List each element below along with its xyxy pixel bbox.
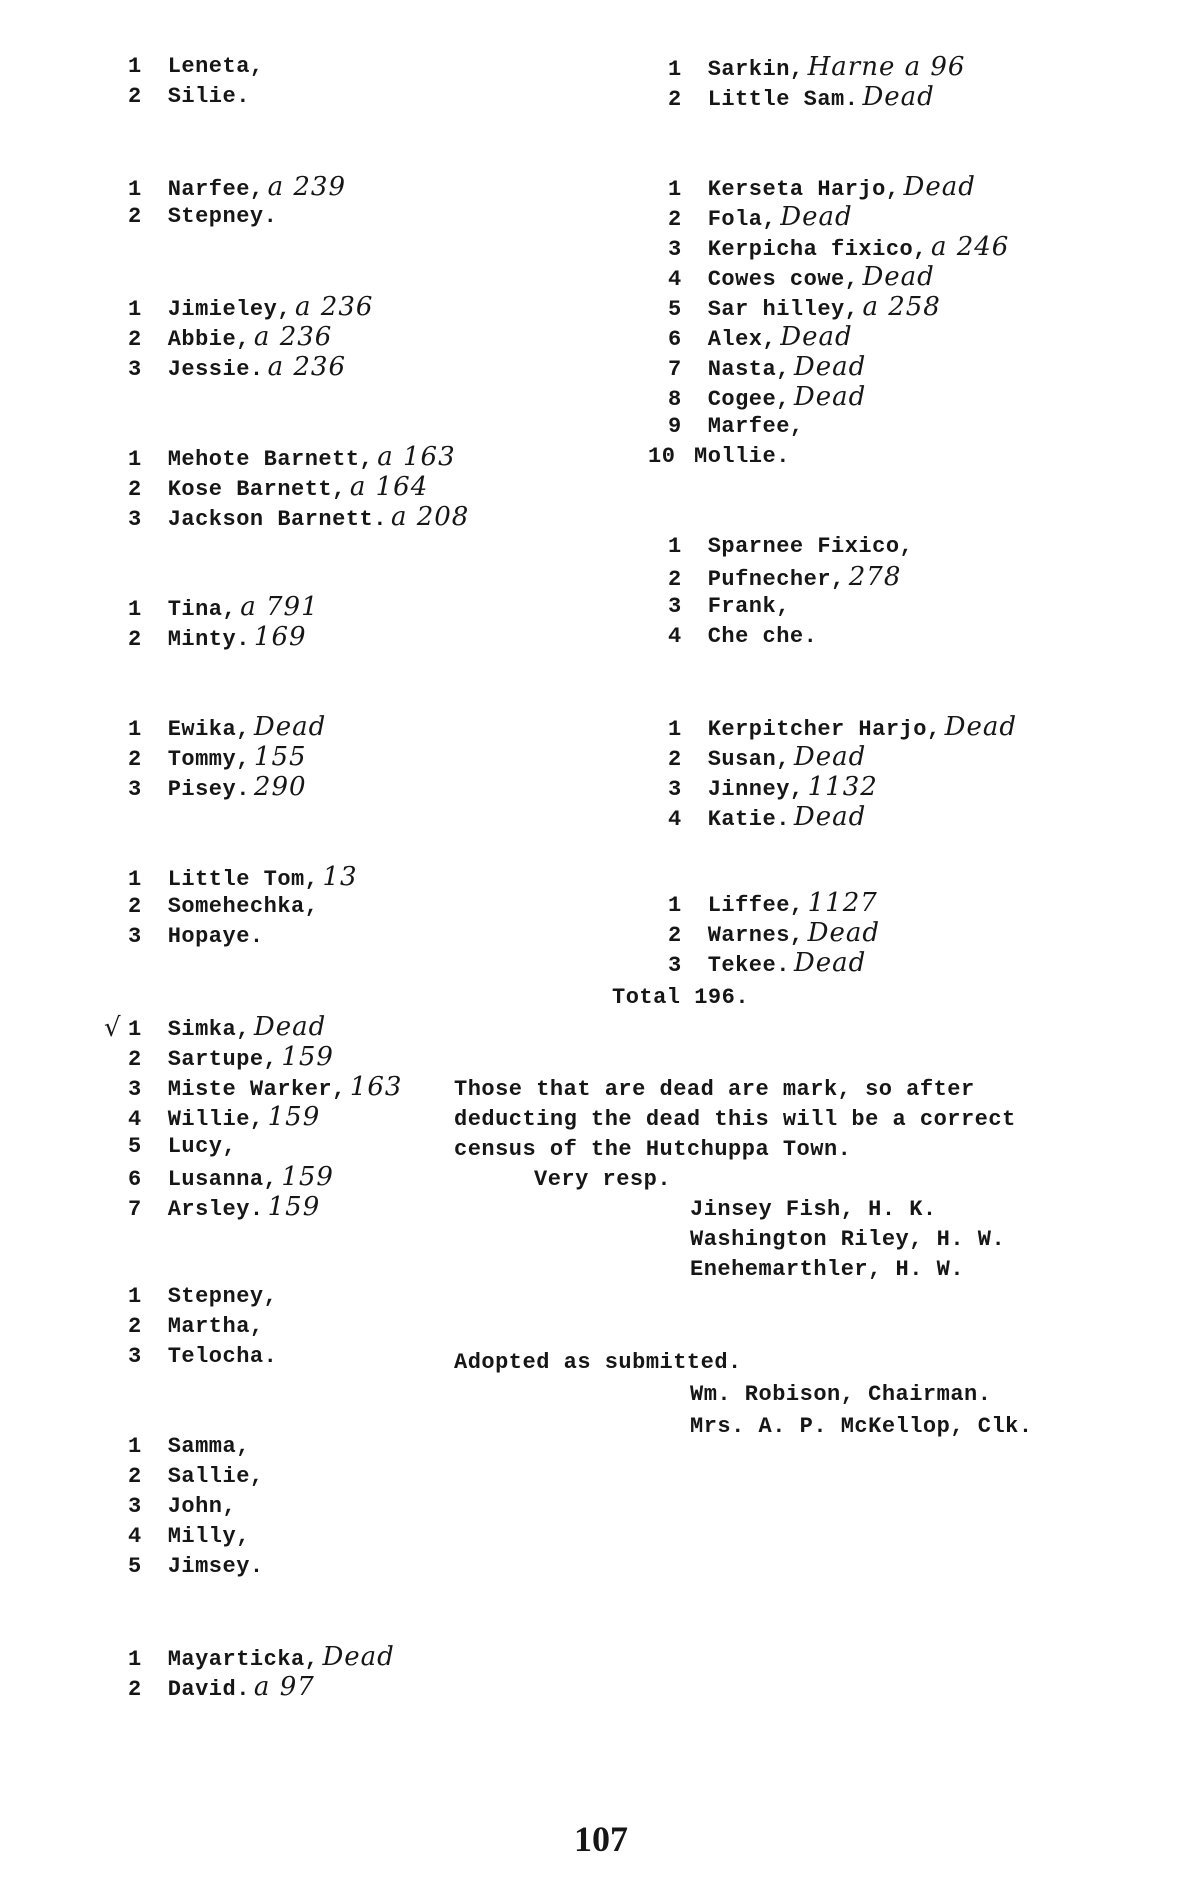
entry-number: 3 [668, 237, 682, 262]
census-entry [128, 712, 488, 742]
handwritten-note: a 258 [862, 292, 941, 322]
entry-number: 3 [128, 357, 142, 382]
census-entry [128, 1012, 488, 1042]
entry-number: 9 [668, 414, 682, 439]
census-entry [128, 1042, 488, 1072]
entry-name: Fola, [707, 207, 777, 232]
page-number: 107 [574, 1819, 628, 1859]
entry-number: 2 [668, 87, 682, 112]
entry-number: 1 [668, 177, 682, 202]
entry-number: 4 [668, 267, 682, 292]
entry-number: 1 [128, 867, 142, 892]
entry-name: Stepney. [167, 204, 278, 229]
entry-name: Sallie, [167, 1464, 264, 1489]
entry-number: 3 [128, 1077, 142, 1102]
census-entry [128, 1432, 488, 1462]
signer-name: Jinsey Fish, H. K. [690, 1197, 937, 1222]
entry-name: Cogee, [707, 387, 790, 412]
family-group [668, 888, 1138, 978]
family-group [128, 712, 488, 802]
entry-name: Narfee, [167, 177, 264, 202]
census-entry [128, 1132, 488, 1162]
entry-name: Liffee, [707, 893, 804, 918]
census-entry [128, 352, 488, 382]
family-group [128, 292, 488, 382]
handwritten-note: Dead [253, 712, 327, 742]
entry-name: Jimsey. [167, 1554, 264, 1579]
census-entry [668, 888, 1138, 918]
entry-name: Martha, [167, 1314, 264, 1339]
census-entry [648, 442, 1138, 472]
certification-statement [454, 1075, 1154, 1285]
census-entry [128, 1312, 488, 1342]
census-entry [668, 592, 1138, 622]
entry-number: 1 [128, 1647, 142, 1672]
entry-name: Tekee. [707, 953, 790, 978]
handwritten-note: a 164 [349, 472, 429, 502]
entry-number: 3 [128, 777, 142, 802]
family-group [668, 532, 1138, 652]
handwritten-note: Dead [793, 802, 867, 832]
census-entry [128, 172, 488, 202]
handwritten-note: Dead [793, 742, 867, 772]
entry-name: Katie. [707, 807, 790, 832]
closing-salutation: Very resp. [534, 1167, 672, 1192]
entry-name: Jinney, [707, 777, 804, 802]
census-entry [128, 1162, 488, 1192]
handwritten-note: a 791 [240, 592, 319, 622]
signer-name: Enehemarthler, H. W. [690, 1257, 965, 1282]
handwritten-note: Dead [780, 322, 853, 352]
entry-name: Minty. [167, 627, 250, 652]
entry-number: 8 [668, 387, 682, 412]
entry-number: 5 [128, 1134, 142, 1159]
handwritten-note: Dead [944, 712, 1018, 742]
family-group [128, 52, 488, 112]
entry-number: 1 [668, 717, 682, 742]
entry-number: 2 [668, 747, 682, 772]
entry-number: 2 [128, 1677, 142, 1702]
entry-name: Silie. [167, 84, 250, 109]
handwritten-note: 1132 [807, 772, 878, 802]
entry-name: Ewika, [167, 717, 250, 742]
adoption-statement [454, 1347, 1154, 1443]
entry-number: 3 [128, 1344, 142, 1369]
family-group [128, 172, 488, 232]
census-entry [668, 532, 1138, 562]
handwritten-note: Dead [793, 382, 867, 412]
entry-name: Sartupe, [167, 1047, 278, 1072]
family-group [128, 442, 488, 532]
entry-number: 6 [668, 327, 682, 352]
entry-number: 5 [668, 297, 682, 322]
entry-name: Jessie. [167, 357, 264, 382]
signer-name: Washington Riley, H. W. [690, 1227, 1006, 1252]
entry-number: 1 [128, 597, 142, 622]
entry-name: Jimieley, [167, 297, 292, 322]
entry-name: Hopaye. [167, 924, 264, 949]
handwritten-note: 159 [267, 1192, 321, 1222]
census-entry [668, 742, 1138, 772]
entry-name: Kose Barnett, [167, 477, 346, 502]
handwritten-note: 159 [267, 1102, 321, 1132]
entry-name: Abbie, [167, 327, 250, 352]
entry-number: 3 [128, 924, 142, 949]
census-entry [128, 1462, 488, 1492]
census-entry [668, 382, 1138, 412]
entry-name: Sarkin, [707, 57, 804, 82]
census-entry [668, 82, 1138, 112]
entry-name: David. [167, 1677, 250, 1702]
entry-number: 1 [128, 717, 142, 742]
entry-number: 7 [668, 357, 682, 382]
entry-number: 3 [668, 594, 682, 619]
family-group [128, 592, 488, 652]
handwritten-note: a 97 [253, 1672, 315, 1702]
entry-name: Tommy, [167, 747, 250, 772]
census-entry [668, 918, 1138, 948]
entry-name: Arsley. [167, 1197, 264, 1222]
entry-name: Mehote Barnett, [167, 447, 374, 472]
entry-name: Sar hilley, [707, 297, 859, 322]
census-entry [128, 292, 488, 322]
handwritten-note: Dead [862, 262, 935, 292]
census-entry [128, 922, 488, 952]
entry-number: 2 [128, 1314, 142, 1339]
handwritten-note: 159 [281, 1042, 334, 1072]
entry-name: Telocha. [167, 1344, 278, 1369]
entry-number: 2 [668, 207, 682, 232]
entry-number: 3 [128, 507, 142, 532]
census-entry [128, 502, 488, 532]
entry-number: 3 [668, 777, 682, 802]
handwritten-note: Dead [322, 1642, 395, 1672]
entry-number: 2 [668, 567, 682, 592]
entry-number: 5 [128, 1554, 142, 1579]
entry-name: Kerpicha fixico, [707, 237, 927, 262]
census-entry [668, 232, 1138, 262]
entry-number: 2 [128, 747, 142, 772]
census-entry [128, 52, 488, 82]
entry-number: 3 [128, 1494, 142, 1519]
census-entry [128, 772, 488, 802]
census-entry [128, 1342, 488, 1372]
census-entry [128, 82, 488, 112]
entry-number: 1 [668, 57, 682, 82]
census-entry [128, 1522, 488, 1552]
handwritten-note: Dead [253, 1012, 327, 1042]
census-entry [128, 862, 488, 892]
handwritten-note: 159 [281, 1162, 334, 1192]
entry-number: 1 [128, 297, 142, 322]
handwritten-note: Dead [903, 172, 976, 202]
entry-name: Samma, [167, 1434, 250, 1459]
entry-name: Kerpitcher Harjo, [707, 717, 941, 742]
entry-number: 10 [648, 444, 676, 469]
adoption-text: Adopted as submitted. [454, 1350, 742, 1375]
entry-name: Pufnecher, [707, 567, 845, 592]
entry-number: 7 [128, 1197, 142, 1222]
statement-line: census of the Hutchuppa Town. [454, 1137, 852, 1162]
census-total: Total 196. [612, 985, 750, 1010]
census-entry [128, 322, 488, 352]
entry-number: 2 [668, 923, 682, 948]
handwritten-note: Dead [793, 352, 867, 382]
entry-name: Leneta, [167, 54, 264, 79]
statement-line: Those that are dead are mark, so after [454, 1077, 975, 1102]
census-entry [668, 622, 1138, 652]
entry-number: 4 [128, 1107, 142, 1132]
handwritten-note: a 246 [930, 232, 1010, 262]
family-group [128, 1642, 488, 1702]
entry-number: 4 [668, 807, 682, 832]
entry-name: Somehechka, [167, 894, 319, 919]
family-group [128, 1012, 488, 1222]
entry-name: Alex, [707, 327, 777, 352]
entry-name: Sparnee Fixico, [707, 534, 914, 559]
entry-name: Susan, [707, 747, 790, 772]
entry-number: 2 [128, 1047, 142, 1072]
census-entry [668, 948, 1138, 978]
entry-name: Willie, [167, 1107, 264, 1132]
entry-number: 6 [128, 1167, 142, 1192]
census-entry [128, 1072, 488, 1102]
handwritten-note: a 208 [390, 502, 470, 532]
census-entry [128, 622, 488, 652]
census-entry [128, 1672, 488, 1702]
entry-number: 2 [128, 627, 142, 652]
family-group [128, 1282, 488, 1372]
census-entry [668, 262, 1138, 292]
entry-name: Lucy, [167, 1134, 237, 1159]
handwritten-note: a 236 [253, 322, 333, 352]
handwritten-note: Dead [780, 202, 853, 232]
handwritten-note: a 236 [295, 292, 374, 322]
census-entry [668, 562, 1138, 592]
census-entry [128, 592, 488, 622]
handwritten-note: 163 [349, 1072, 403, 1102]
handwritten-note: 278 [848, 562, 902, 592]
handwritten-note: Dead [807, 918, 881, 948]
census-entry [668, 352, 1138, 382]
census-entry [668, 802, 1138, 832]
entry-name: Warnes, [707, 923, 804, 948]
census-entry [128, 202, 488, 232]
entry-name: Mayarticka, [167, 1647, 319, 1672]
census-entry [128, 1102, 488, 1132]
handwritten-note: 169 [253, 622, 307, 652]
entry-name: Little Tom, [167, 867, 319, 892]
census-entry [128, 892, 488, 922]
entry-name: Milly, [167, 1524, 250, 1549]
entry-number: 1 [668, 534, 682, 559]
entry-name: John, [167, 1494, 237, 1519]
right-column [648, 52, 1138, 978]
entry-name: Miste Warker, [167, 1077, 346, 1102]
entry-name: Cowes cowe, [707, 267, 859, 292]
census-entry [668, 772, 1138, 802]
entry-name: Frank, [707, 594, 790, 619]
family-group [128, 862, 488, 952]
entry-number: 1 [128, 1017, 142, 1042]
census-entry [128, 742, 488, 772]
entry-number: 2 [128, 327, 142, 352]
signer-name: Wm. Robison, Chairman. [690, 1382, 992, 1407]
census-entry [668, 322, 1138, 352]
census-entry [128, 472, 488, 502]
entry-name: Simka, [167, 1017, 250, 1042]
statement-line: deducting the dead this will be a correct [454, 1107, 1016, 1132]
handwritten-note: 1127 [807, 888, 878, 918]
entry-name: Mollie. [694, 444, 790, 469]
signer-name: Mrs. A. P. McKellop, Clk. [690, 1414, 1033, 1439]
handwritten-note: a 236 [267, 352, 347, 382]
entry-name: Marfee, [707, 414, 804, 439]
census-entry [128, 1282, 488, 1312]
census-entry [128, 1492, 488, 1522]
census-entry [668, 202, 1138, 232]
handwritten-note: Dead [862, 82, 935, 112]
handwritten-note: 155 [253, 742, 307, 772]
entry-name: Pisey. [167, 777, 250, 802]
entry-number: 3 [668, 953, 682, 978]
entry-name: Little Sam. [707, 87, 859, 112]
entry-number: 1 [128, 447, 142, 472]
entry-number: 1 [128, 54, 142, 79]
family-group [648, 172, 1138, 472]
handwritten-note: 13 [322, 862, 358, 892]
handwritten-note: a 163 [377, 442, 456, 472]
entry-name: Tina, [167, 597, 237, 622]
handwritten-note: Harne a 96 [807, 52, 966, 82]
handwritten-note: Dead [793, 948, 867, 978]
entry-name: Nasta, [707, 357, 790, 382]
family-group [668, 52, 1138, 112]
entry-name: Lusanna, [167, 1167, 278, 1192]
entry-number: 4 [128, 1524, 142, 1549]
entry-name: Che che. [707, 624, 818, 649]
entry-number: 2 [128, 1464, 142, 1489]
census-entry [128, 1192, 488, 1222]
handwritten-note: a 239 [267, 172, 347, 202]
entry-number: 2 [128, 204, 142, 229]
family-group [668, 712, 1138, 832]
entry-name: Stepney, [167, 1284, 278, 1309]
census-entry [668, 292, 1138, 322]
handwritten-note: 290 [253, 772, 307, 802]
census-entry [668, 172, 1138, 202]
entry-name: Kerseta Harjo, [707, 177, 900, 202]
census-entry [668, 712, 1138, 742]
entry-number: 2 [128, 477, 142, 502]
entry-number: 1 [128, 177, 142, 202]
census-entry [128, 442, 488, 472]
entry-number: 1 [128, 1434, 142, 1459]
census-entry [668, 412, 1138, 442]
entry-number: 1 [668, 893, 682, 918]
check-mark: √ [104, 1013, 121, 1043]
left-column [128, 52, 488, 1702]
entry-name: Jackson Barnett. [167, 507, 387, 532]
entry-number: 2 [128, 84, 142, 109]
family-group [128, 1432, 488, 1582]
census-entry [128, 1642, 488, 1672]
entry-number: 1 [128, 1284, 142, 1309]
census-entry [668, 52, 1138, 82]
census-entry [128, 1552, 488, 1582]
entry-number: 2 [128, 894, 142, 919]
entry-number: 4 [668, 624, 682, 649]
